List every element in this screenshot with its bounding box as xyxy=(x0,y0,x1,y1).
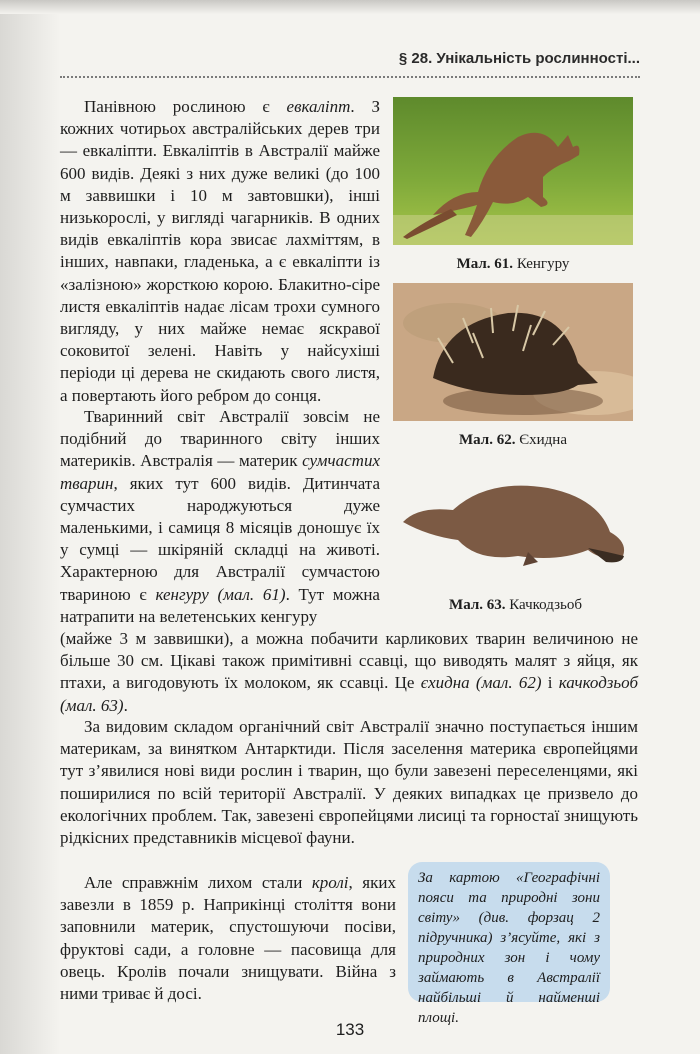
text-run: і xyxy=(541,673,559,693)
term-platypus: качкодзьоб (мал. 63) xyxy=(60,673,638,715)
section-header: § 28. Унікальність рослинності... xyxy=(398,50,640,67)
task-text: За картою «Географічні пояси та природні зони світу» (див. форзац 2 підручника) з’ясуйте, які з природних зон і чому займають в Австралії найбільші й найменші площі. xyxy=(418,870,600,1026)
paragraph-fauna xyxy=(60,406,380,628)
figure-label: Мал. 63. xyxy=(449,597,506,613)
term-rabbits: кролі xyxy=(311,873,349,892)
text-run: Але справжнім лихом стали xyxy=(84,873,312,892)
figure-label: Мал. 62. xyxy=(459,432,516,448)
platypus-photo xyxy=(398,470,633,580)
echidna-photo xyxy=(393,283,633,421)
task-box xyxy=(408,862,610,1026)
paragraph-eucalyptus xyxy=(60,96,380,407)
text-run: , яких завезли в 1859 р. Наприкінці століття вони заповнили материк, спустошуючи посіви, фруктові сади, а головне — пасовища для овець. Кролів почали знищувати. Війна з ними триває й досі. xyxy=(60,873,396,1004)
term-echidna: єхидна (мал. 62) xyxy=(420,673,542,693)
figure-name: Єхидна xyxy=(519,432,567,448)
figure-63-caption xyxy=(398,597,633,614)
kangaroo-photo xyxy=(393,97,633,245)
text-run: . xyxy=(123,695,128,715)
text-run: (майже 3 м заввишки), а можна побачити карликових тварин величиною не більше 30 см. Цікаві також примітивні ссавці, що виводять малят з яйця, як птахи, а вигодовують їх молоком, як ссавці. Це xyxy=(60,629,638,693)
figure-62-caption xyxy=(393,432,633,449)
text-run: , яких тут 600 видів. Дитинчата сумчастих народжуються дуже маленькими, і самиця 8 місяців доношує їх у сумці — шкіряній складці на животі. Характерною для Австралії сумчастою твариною є xyxy=(60,473,380,604)
paragraph-fauna-continued xyxy=(60,628,638,717)
text-run: Тваринний світ Австралії зовсім не подібний до тваринного світу інших материків. Австралія — материк xyxy=(60,407,380,471)
figure-name: Качкодзьоб xyxy=(509,597,582,613)
paragraph-rabbits xyxy=(60,872,396,1005)
page-edge-shadow xyxy=(0,0,60,1054)
page-top-shadow xyxy=(0,0,700,14)
header-divider xyxy=(60,76,640,78)
page-number: 133 xyxy=(335,1020,365,1039)
term-marsupials: сумчастих тварин xyxy=(60,451,380,493)
paragraph-species-composition: За видовим складом органічний світ Австралії значно поступається іншим материкам, за винятком Антарктиди. Після заселення материка європейцями тут з’явилися нові види рослин і тварин, що були завезені переселенцями, які поширилися по всій території Австралії. У деяких випадках це призвело до екологічних проблем. Так, завезені європейцями лисиці та горностаї знищують рідкісних представників місцевої фауни. xyxy=(60,717,638,848)
figure-label: Мал. 61. xyxy=(456,256,514,272)
term-eucalyptus: евкаліпт xyxy=(286,97,351,116)
term-kangaroo: кенгуру (мал. 61) xyxy=(155,584,286,604)
text-run: . З кожних чотирьох австралійських дерев три — евкаліпти. Евкаліптів в Австралії майже 600 видів. Деякі з них дуже великі (до 100 м заввишки і 10 м завтовшки), інші низькорослі, у вигляді чагарників. В одних видів евкаліптів кора звисає лахміттям, в інших, навпаки, гладенька, а є евкаліпти із «залізною» жорсткою корою. Блакитно-сіре листя евкаліптів надає лісам трохи сумного вигляду, у них майже немає яскравої соковитої зелені. Навіть у найсухіші періоди ці дерева не скидають свого листя, а повертають його ребром до сонця. xyxy=(60,97,380,405)
text-run: . Тут можна натрапити на велетенських кенгуру xyxy=(60,584,380,626)
figure-name: Кенгуру xyxy=(516,256,570,272)
figure-61-caption xyxy=(393,256,633,273)
text-run: Панівною рослиною є xyxy=(84,97,287,116)
